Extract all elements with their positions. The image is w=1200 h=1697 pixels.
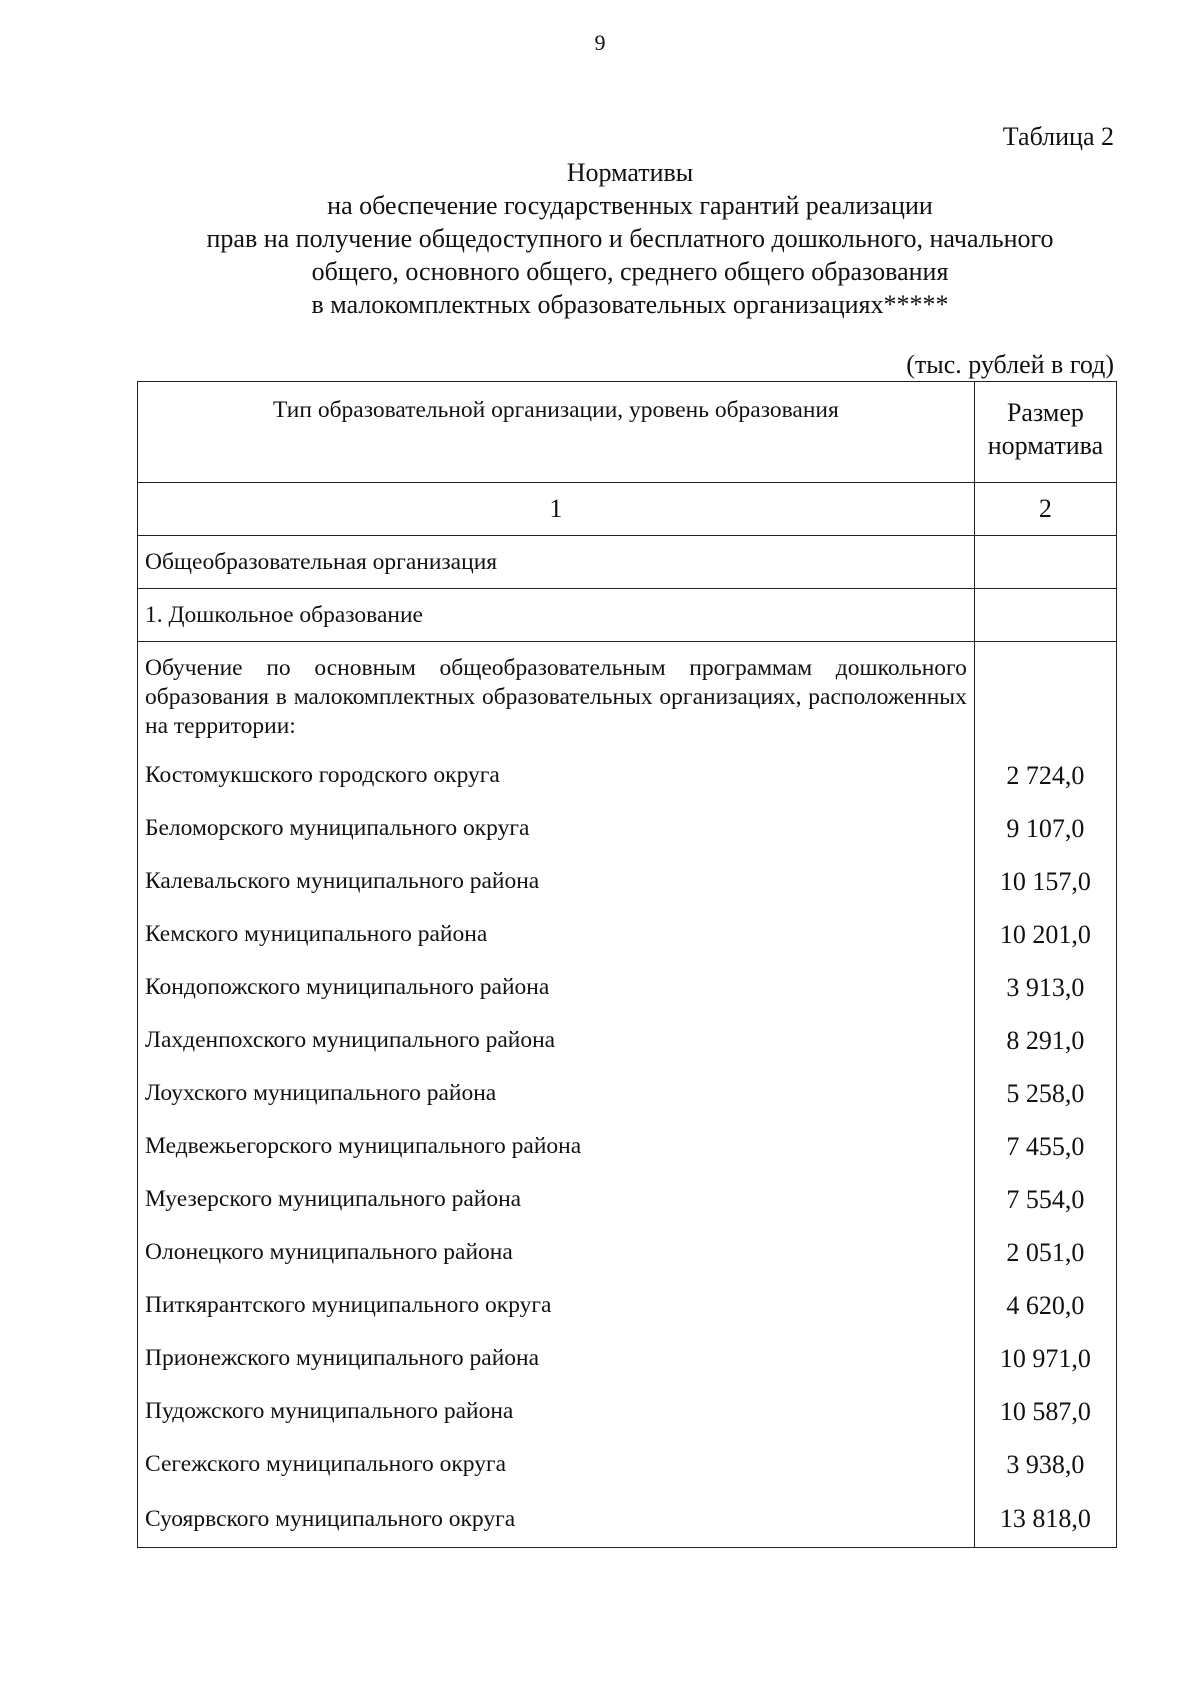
table-row bbox=[138, 749, 1117, 802]
norm-value: 4 620,0 bbox=[974, 1279, 1116, 1332]
table-row bbox=[138, 1385, 1117, 1438]
description-value-empty bbox=[974, 642, 1116, 750]
norm-value: 10 157,0 bbox=[974, 855, 1116, 908]
norm-value: 10 587,0 bbox=[974, 1385, 1116, 1438]
page-number: 9 bbox=[594, 30, 606, 55]
section-label: Общеобразовательная организация bbox=[138, 536, 975, 589]
norm-value: 5 258,0 bbox=[974, 1067, 1116, 1120]
table-header-row bbox=[138, 382, 1117, 483]
title-line: Нормативы bbox=[566, 158, 694, 187]
subsection-label: 1. Дошкольное образование bbox=[138, 589, 975, 642]
region-name: Кемского муниципального района bbox=[138, 908, 975, 961]
region-name: Муезерского муниципального района bbox=[138, 1173, 975, 1226]
units-note: (тыс. рублей в год) bbox=[906, 350, 1114, 379]
table-row bbox=[138, 1332, 1117, 1385]
region-name: Костомукшского городского округа bbox=[138, 749, 975, 802]
section-value-empty bbox=[974, 536, 1116, 589]
title-line: в малокомплектных образовательных организациях***** bbox=[311, 290, 949, 319]
region-name: Кондопожского муниципального района bbox=[138, 961, 975, 1014]
region-name: Суоярвского муниципального округа bbox=[138, 1491, 975, 1548]
table-row bbox=[138, 908, 1117, 961]
description-text: Обучение по основным общеобразовательным программам дошкольного образования в малокомплектных образовательных организациях, расположенных на территории: bbox=[138, 642, 975, 750]
column-number-row bbox=[138, 483, 1117, 536]
table-row bbox=[138, 961, 1117, 1014]
norm-value: 3 938,0 bbox=[974, 1438, 1116, 1491]
region-name: Беломорского муниципального округа bbox=[138, 802, 975, 855]
region-name: Калевальского муниципального района bbox=[138, 855, 975, 908]
title-line: на обеспечение государственных гарантий реализации bbox=[327, 191, 933, 220]
title-line: общего, основного общего, среднего общего образования bbox=[311, 257, 949, 286]
table-row bbox=[138, 1014, 1117, 1067]
norm-value: 7 455,0 bbox=[974, 1120, 1116, 1173]
table-row bbox=[138, 1173, 1117, 1226]
table-row bbox=[138, 1491, 1117, 1548]
norm-value: 13 818,0 bbox=[974, 1491, 1116, 1548]
region-name: Олонецкого муниципального района bbox=[138, 1226, 975, 1279]
norm-value: 8 291,0 bbox=[974, 1014, 1116, 1067]
table-row bbox=[138, 1120, 1117, 1173]
table-row bbox=[138, 1279, 1117, 1332]
region-name: Лоухского муниципального района bbox=[138, 1067, 975, 1120]
region-name: Лахденпохского муниципального района bbox=[138, 1014, 975, 1067]
column-number-2: 2 bbox=[974, 483, 1116, 536]
header-size-cell bbox=[974, 382, 1116, 483]
title-line: прав на получение общедоступного и бесплатного дошкольного, начального bbox=[206, 224, 1054, 253]
norm-value: 10 201,0 bbox=[974, 908, 1116, 961]
subsection-value-empty bbox=[974, 589, 1116, 642]
table-row bbox=[138, 1438, 1117, 1491]
norm-value: 2 724,0 bbox=[974, 749, 1116, 802]
table-row bbox=[138, 802, 1117, 855]
region-name: Прионежского муниципального района bbox=[138, 1332, 975, 1385]
table-row bbox=[138, 1067, 1117, 1120]
column-number-1: 1 bbox=[138, 483, 975, 536]
table-label: Таблица 2 bbox=[1002, 122, 1114, 151]
header-size-line: Размер bbox=[1006, 398, 1084, 427]
region-name: Пудожского муниципального района bbox=[138, 1385, 975, 1438]
table-row bbox=[138, 1226, 1117, 1279]
norm-value: 10 971,0 bbox=[974, 1332, 1116, 1385]
region-name: Питкярантского муниципального округа bbox=[138, 1279, 975, 1332]
region-name: Медвежьегорского муниципального района bbox=[138, 1120, 975, 1173]
subsection-row bbox=[138, 589, 1117, 642]
region-name: Сегежского муниципального округа bbox=[138, 1438, 975, 1491]
header-size-line: норматива bbox=[987, 431, 1104, 460]
header-type-cell: Тип образовательной организации, уровень образования bbox=[138, 382, 975, 483]
document-title bbox=[120, 156, 1140, 321]
description-row bbox=[138, 642, 1117, 750]
section-row bbox=[138, 536, 1117, 589]
norm-value: 2 051,0 bbox=[974, 1226, 1116, 1279]
norm-value: 3 913,0 bbox=[974, 961, 1116, 1014]
norms-table bbox=[137, 381, 1117, 1548]
norm-value: 7 554,0 bbox=[974, 1173, 1116, 1226]
table-row bbox=[138, 855, 1117, 908]
norm-value: 9 107,0 bbox=[974, 802, 1116, 855]
